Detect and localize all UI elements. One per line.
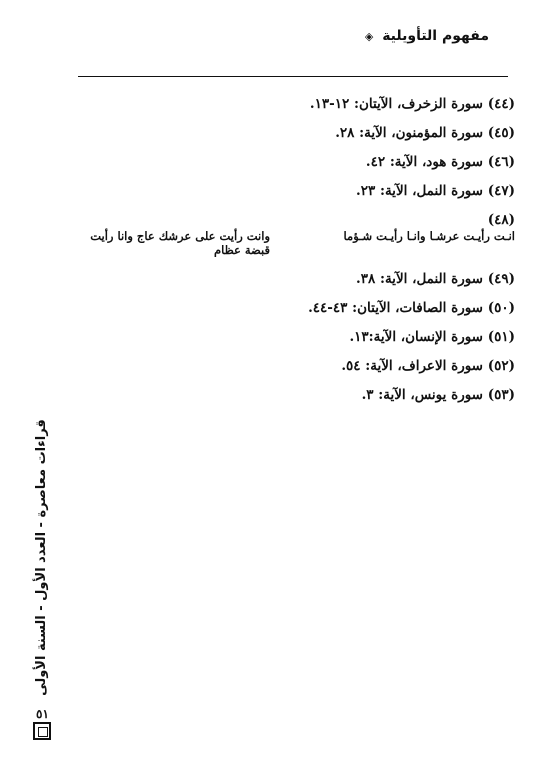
journal-sidebar — [26, 419, 56, 696]
page-ornament-icon — [33, 722, 51, 740]
verse-hemistich-1: انـت رأيـت عرشـا وانـا رأيـت شـؤما — [343, 229, 515, 243]
footnote-48: (٤٨) — [487, 212, 515, 228]
footnote-52: (٥٢) سورة الاعراف، الآية: ٥٤. — [341, 358, 515, 374]
footnote-53: (٥٣) سورة يونس، الآية: ٣. — [361, 387, 515, 403]
poem-verse — [75, 229, 515, 265]
diamond-icon: ◈ — [364, 30, 374, 43]
footnotes — [75, 90, 515, 410]
footnote-49: (٤٩) سورة النمل، الآية: ٣٨. — [356, 271, 515, 287]
verse-hemistich-2: وانت رأيت على عرشك عاج وانا رأيت قبضة عظام — [90, 229, 270, 257]
footnote-51: (٥١) سورة الإنسان، الآية:١٣. — [349, 329, 515, 345]
footnote-50: (٥٠) سورة الصافات، الآيتان: ٤٣-٤٤. — [308, 300, 515, 316]
page-number: ٥١ — [36, 707, 49, 721]
journal-issue-label: قراءات معاصرة - العدد الأول - السنة الأولى — [33, 419, 49, 696]
header-title: مفهوم التأويلية — [382, 28, 489, 44]
running-header — [365, 28, 489, 44]
footnote-47: (٤٧) سورة النمل، الآية: ٢٣. — [356, 183, 515, 199]
footnote-44: (٤٤) سورة الزخرف، الآيتان: ١٢-١٣. — [309, 96, 515, 112]
header-divider — [78, 76, 508, 77]
footnote-45: (٤٥) سورة المؤمنون، الآية: ٢٨. — [335, 125, 515, 141]
footnote-46: (٤٦) سورة هود، الآية: ٤٢. — [365, 154, 515, 170]
